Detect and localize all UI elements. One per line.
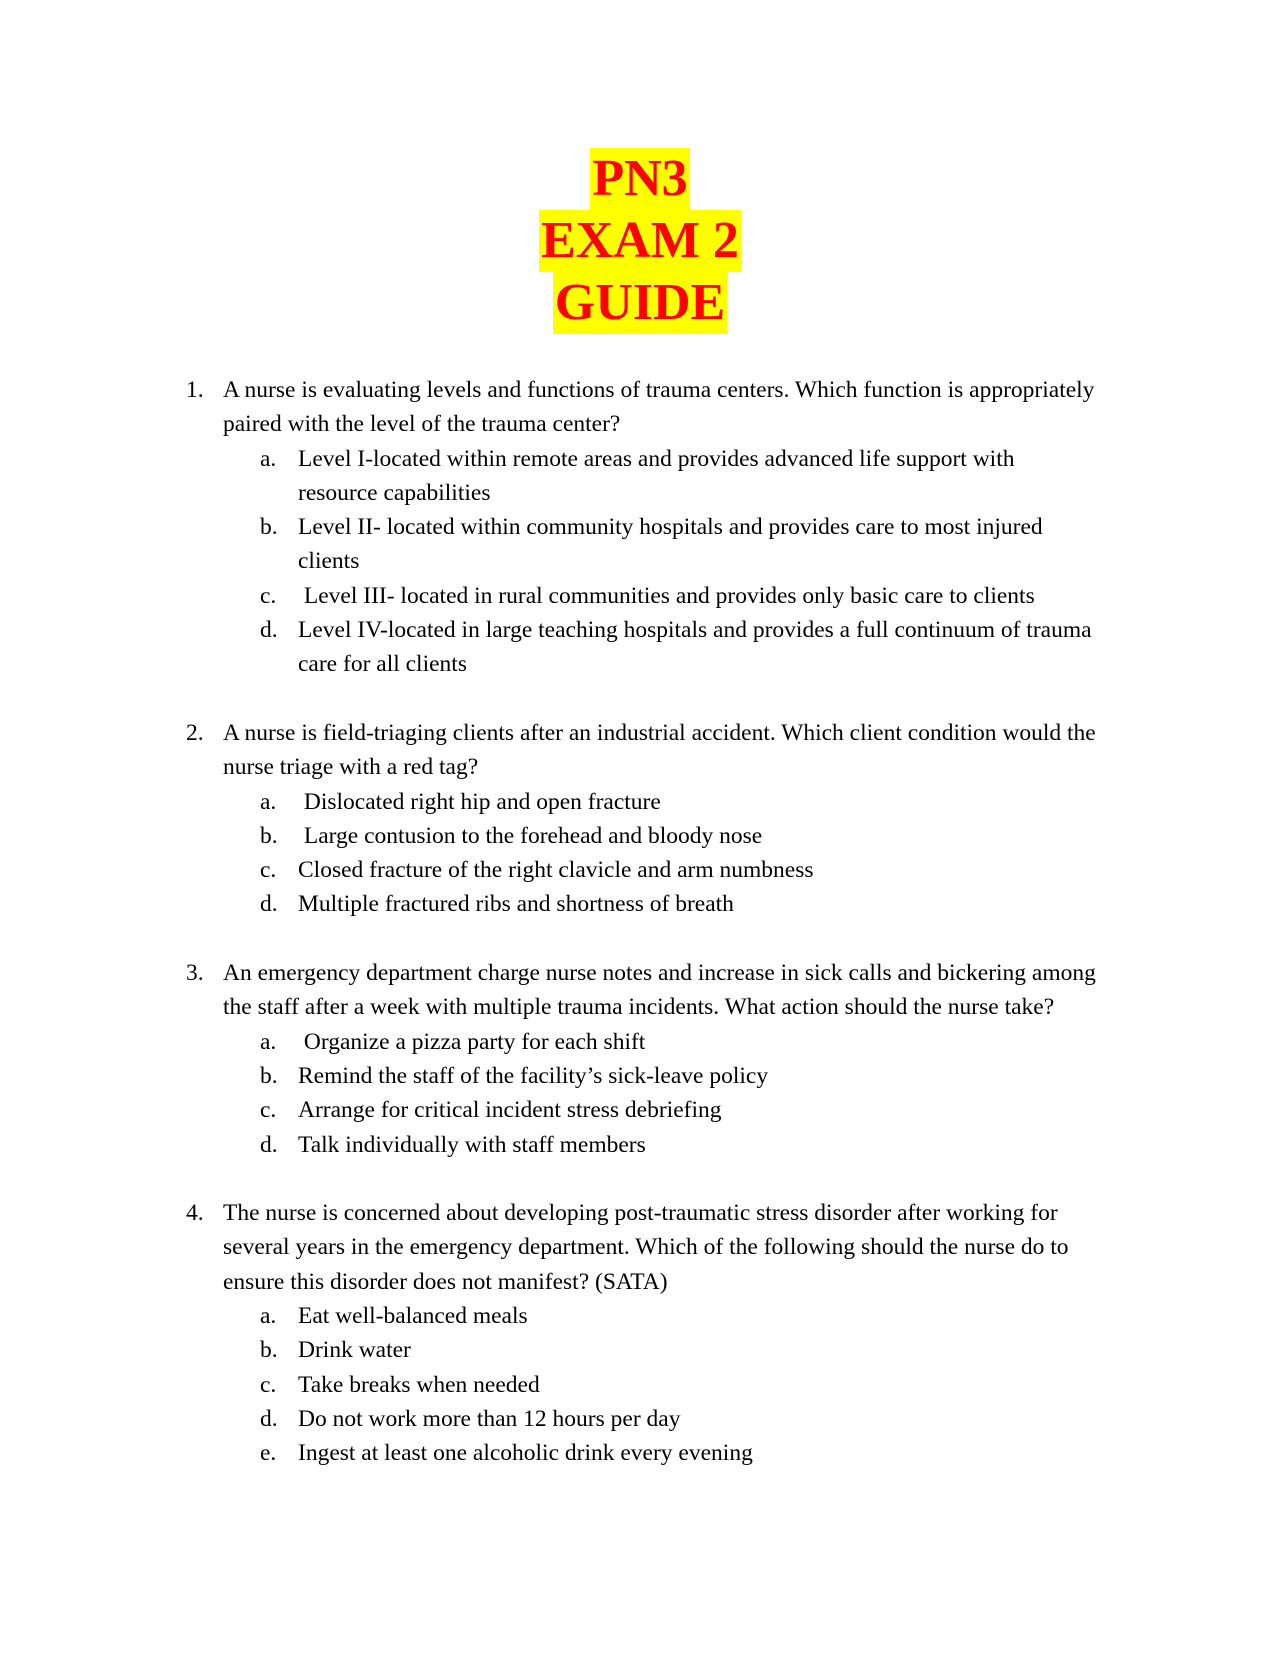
question-number: 4. <box>186 1200 204 1227</box>
option-letter: a. <box>260 1303 277 1330</box>
option-letter: c. <box>260 1097 277 1124</box>
option-letter: b. <box>260 514 278 541</box>
answer-option <box>0 1299 1280 1333</box>
answer-options <box>0 1299 1280 1470</box>
question-number: 3. <box>186 960 204 987</box>
option-text: Level III- located in rural communities and provides only basic care to clients <box>298 582 1035 609</box>
question-text: A nurse is field-triaging clients after an industrial accident. Which client condition would the nurse triage with a red tag? <box>223 719 1096 781</box>
question-text: The nurse is concerned about developing post-traumatic stress disorder after working for several years in the emergency department. Which of the following should the nurse do to ensure this disorder does not manifest? (SATA) <box>223 1200 1069 1295</box>
answer-option <box>0 1402 1280 1436</box>
option-letter: a. <box>260 788 277 815</box>
question <box>0 373 1280 682</box>
option-text: Level IV-located in large teaching hospitals and provides a full continuum of trauma care for all clients <box>298 617 1092 678</box>
option-text: Organize a pizza party for each shift <box>298 1028 646 1055</box>
option-letter: c. <box>260 582 277 609</box>
option-text: Take breaks when needed <box>298 1371 540 1398</box>
answer-option <box>0 1025 1280 1059</box>
question <box>0 956 1280 1162</box>
question <box>0 716 1280 922</box>
answer-option <box>0 442 1280 511</box>
option-letter: e. <box>260 1440 277 1467</box>
question-number: 2. <box>186 719 204 746</box>
answer-option <box>0 510 1280 579</box>
option-letter: b. <box>260 822 278 849</box>
answer-option <box>0 1093 1280 1127</box>
option-letter: d. <box>260 1131 278 1158</box>
option-text: Dislocated right hip and open fracture <box>298 788 661 815</box>
title-line-text: GUIDE <box>553 272 727 334</box>
option-text: Arrange for critical incident stress debriefing <box>298 1097 722 1124</box>
answer-option <box>0 1368 1280 1402</box>
option-letter: d. <box>260 617 278 644</box>
option-text: Level II- located within community hospitals and provides care to most injured clients <box>298 514 1043 575</box>
question-text: An emergency department charge nurse notes and increase in sick calls and bickering among the staff after a week with multiple trauma incidents. What action should the nurse take? <box>223 960 1096 1021</box>
question-text: A nurse is evaluating levels and functions of trauma centers. Which function is appropriately paired with the level of the trauma center? <box>223 377 1095 438</box>
answer-options <box>0 442 1280 682</box>
title-line <box>0 210 1280 272</box>
title-line <box>0 148 1280 210</box>
answer-option <box>0 579 1280 613</box>
option-letter: b. <box>260 1062 278 1089</box>
answer-options <box>0 785 1280 922</box>
answer-option <box>0 1333 1280 1367</box>
answer-options <box>0 1025 1280 1162</box>
option-letter: c. <box>260 857 277 884</box>
answer-option <box>0 819 1280 853</box>
title-line <box>0 272 1280 334</box>
question-list <box>0 373 1280 1505</box>
option-text: Drink water <box>298 1337 411 1364</box>
option-text: Closed fracture of the right clavicle and arm numbness <box>298 857 814 884</box>
option-letter: b. <box>260 1337 278 1364</box>
option-text: Talk individually with staff members <box>298 1131 646 1158</box>
option-text: Multiple fractured ribs and shortness of breath <box>298 891 734 918</box>
answer-option <box>0 1128 1280 1162</box>
option-letter: a. <box>260 1028 277 1055</box>
title-line-text: PN3 <box>590 148 689 210</box>
answer-option <box>0 613 1280 682</box>
question-number: 1. <box>186 377 204 403</box>
answer-option <box>0 887 1280 921</box>
answer-option <box>0 853 1280 887</box>
answer-option <box>0 1059 1280 1093</box>
title-line-text: EXAM 2 <box>539 210 741 272</box>
option-text: Remind the staff of the facility’s sick-leave policy <box>298 1062 769 1089</box>
option-letter: d. <box>260 1405 278 1432</box>
option-text: Eat well-balanced meals <box>298 1303 528 1330</box>
option-letter: d. <box>260 891 278 918</box>
document-title <box>0 148 1280 334</box>
option-text: Level I-located within remote areas and provides advanced life support with resource capabilities <box>298 445 1015 506</box>
answer-option <box>0 785 1280 819</box>
question <box>0 1196 1280 1470</box>
option-letter: a. <box>260 445 277 472</box>
option-text: Ingest at least one alcoholic drink every evening <box>298 1440 753 1467</box>
answer-option <box>0 1436 1280 1470</box>
option-text: Do not work more than 12 hours per day <box>298 1405 681 1432</box>
option-letter: c. <box>260 1371 277 1398</box>
option-text: Large contusion to the forehead and bloody nose <box>298 822 763 849</box>
